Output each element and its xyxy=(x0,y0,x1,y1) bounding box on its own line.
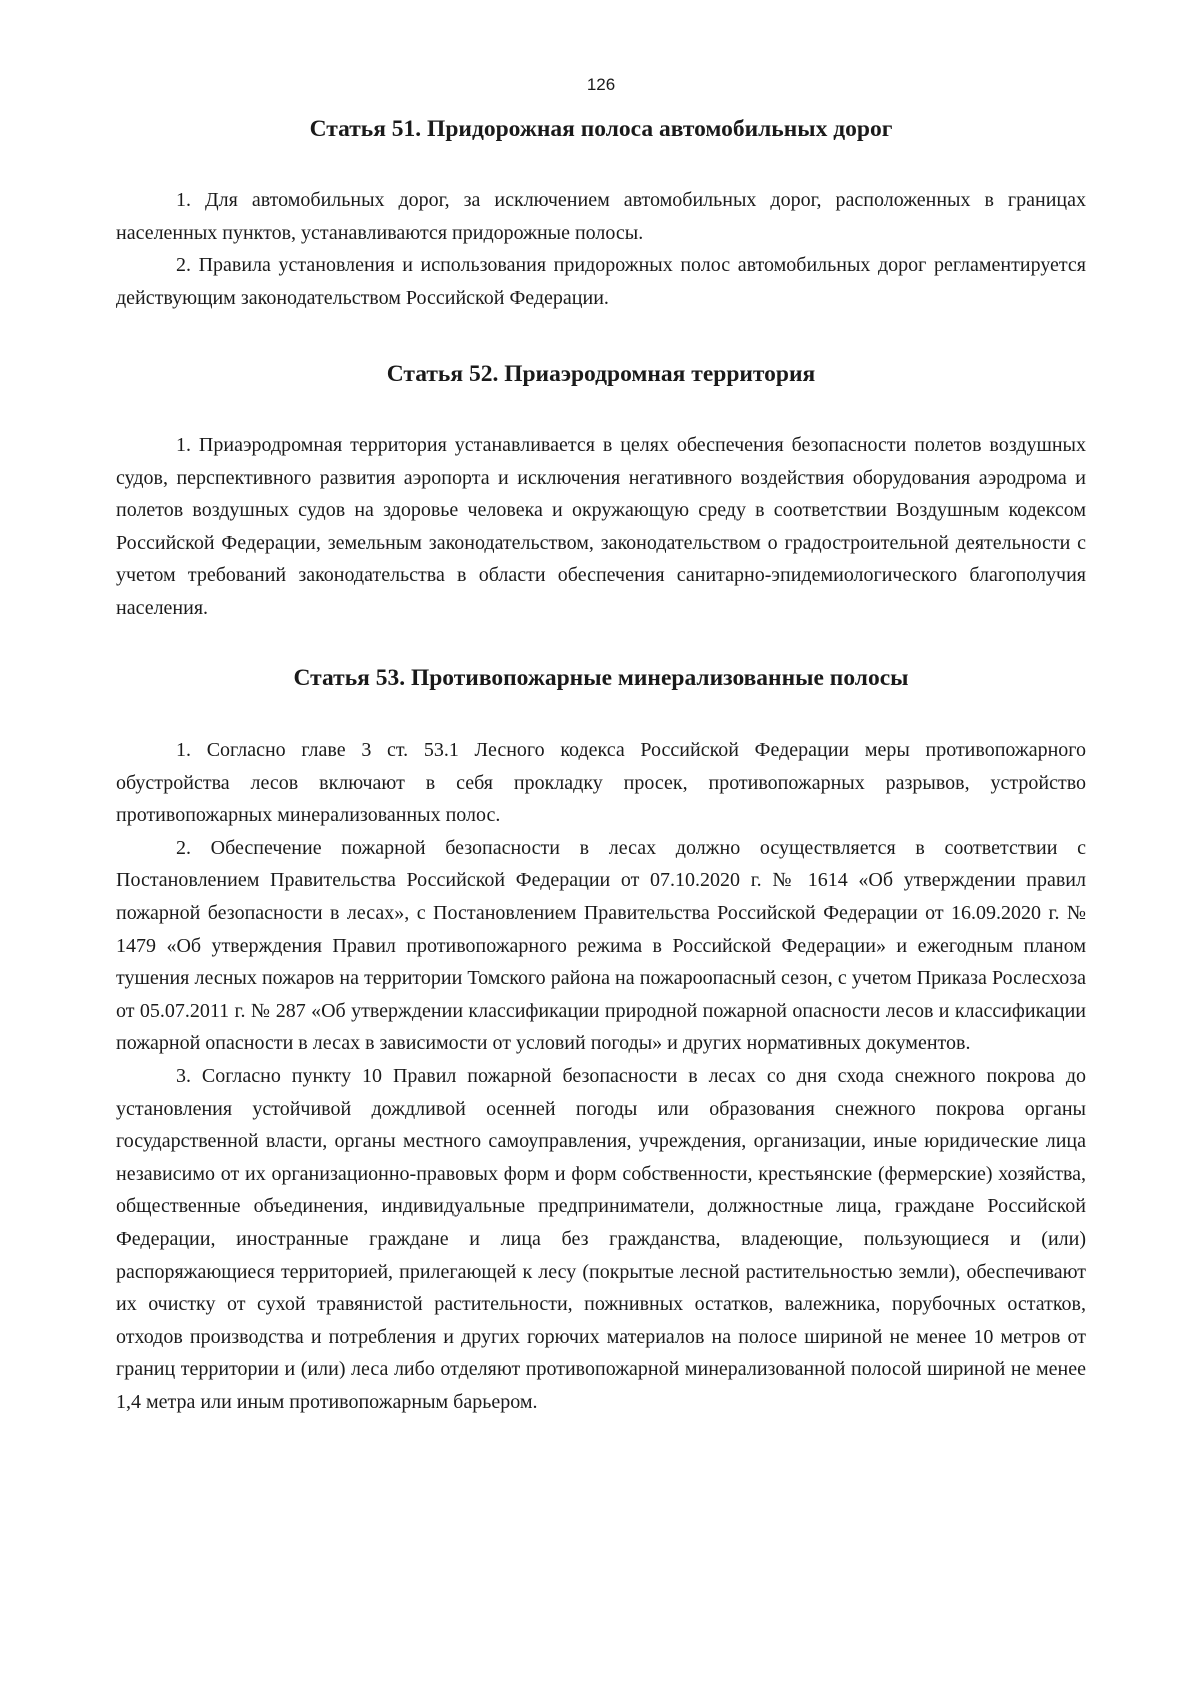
article-53-body xyxy=(116,734,1086,1418)
article-52-paragraph-1: 1. Приаэродромная территория устанавливается в целях обеспечения безопасности полетов воздушных судов, перспективного развития аэропорта и исключения негативного воздействия оборудования аэродрома и полетов воздушных судов на здоровье человека и окружающую среду в соответствии Воздушным кодексом Российской Федерации, земельным законодательством, законодательством о градостроительной деятельности с учетом требований законодательства в области обеспечения санитарно-эпидемиологического благополучия населения. xyxy=(116,434,1086,619)
page-number: 126 xyxy=(586,75,616,94)
article-52-body xyxy=(116,429,1086,625)
article-53-paragraph-3: 3. Согласно пункту 10 Правил пожарной безопасности в лесах со дня схода снежного покрова до установления устойчивой дождливой осенней погоды или образования снежного покрова органы государственной власти, органы местного самоуправления, учреждения, организации, иные юридические лица независимо от их организационно-правовых форм и форм собственности, крестьянские (фермерские) хозяйства, общественные объединения, индивидуальные предприниматели, должностные лица, граждане Российской Федерации, иностранные граждане и лица без гражданства, владеющие, пользующиеся и (или) распоряжающиеся территорией, прилегающей к лесу (покрытые лесной растительностью земли), обеспечивают их очистку от сухой травянистой растительности, пожнивных остатков, валежника, порубочных остатков, отходов производства и потребления и других горючих материалов на полосе шириной не менее 10 метров от границ территории и (или) леса либо отделяют противопожарной минерализованной полосой шириной не менее 1,4 метра или иным противопожарным барьером. xyxy=(116,1064,1086,1413)
article-51-paragraph-1: 1. Для автомобильных дорог, за исключением автомобильных дорог, расположенных в границах населенных пунктов, устанавливаются придорожные полосы. xyxy=(116,189,1086,244)
article-51-body xyxy=(116,184,1086,314)
article-53-paragraph-2: 2. Обеспечение пожарной безопасности в лесах должно осуществляется в соответствии с Постановлением Правительства Российской Федерации от 07.10.2020 г. № 1614 «Об утверждении правил пожарной безопасности в лесах», с Постановлением Правительства Российской Федерации от 16.09.2020 г. № 1479 «Об утверждения Правил противопожарного режима в Российской Федерации» и ежегодным планом тушения лесных пожаров на территории Томского района на пожароопасный сезон, с учетом Приказа Рослесхоза от 05.07.2011 г. № 287 «Об утверждении классификации природной пожарной опасности лесов и классификации пожарной опасности в лесах в зависимости от условий погоды» и других нормативных документов. xyxy=(116,836,1086,1055)
article-53-heading: Статья 53. Противопожарные минерализованные полосы xyxy=(293,665,909,691)
article-51-heading: Статья 51. Придорожная полоса автомобильных дорог xyxy=(309,116,893,142)
article-51-paragraph-2: 2. Правила установления и использования придорожных полос автомобильных дорог регламентируется действующим законодательством Российской Федерации. xyxy=(116,254,1086,309)
article-52-heading: Статья 52. Приаэродромная территория xyxy=(386,361,816,387)
article-53-paragraph-1: 1. Согласно главе 3 ст. 53.1 Лесного кодекса Российской Федерации меры противопожарного обустройства лесов включают в себя прокладку просек, противопожарных разрывов, устройство противопожарных минерализованных полос. xyxy=(116,739,1086,827)
